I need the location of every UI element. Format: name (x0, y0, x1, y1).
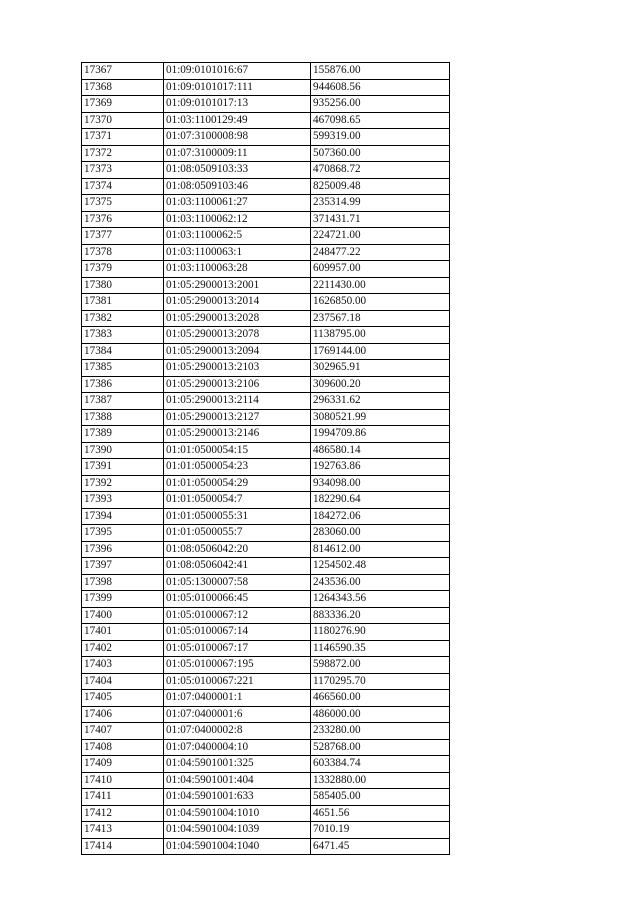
row-number-cell: 17384 (82, 343, 164, 360)
cadastral-number-cell: 01:04:5901004:1039 (164, 822, 311, 839)
row-number-cell: 17372 (82, 145, 164, 162)
table-row (82, 756, 450, 773)
cadastral-number-cell: 01:01:0500054:29 (164, 475, 311, 492)
table-row (82, 244, 450, 261)
value-cell: 467098.65 (311, 112, 450, 129)
row-number-cell: 17410 (82, 772, 164, 789)
cadastral-number-cell: 01:01:0500054:15 (164, 442, 311, 459)
cadastral-number-cell: 01:07:0400004:10 (164, 739, 311, 756)
cadastral-number-cell: 01:07:0400001:1 (164, 690, 311, 707)
row-number-cell: 17368 (82, 79, 164, 96)
cadastral-number-cell: 01:05:0100067:17 (164, 640, 311, 657)
row-number-cell: 17374 (82, 178, 164, 195)
cadastral-number-cell: 01:04:5901001:404 (164, 772, 311, 789)
cadastral-number-cell: 01:08:0509103:33 (164, 162, 311, 179)
row-number-cell: 17413 (82, 822, 164, 839)
value-cell: 486580.14 (311, 442, 450, 459)
table-row (82, 723, 450, 740)
row-number-cell: 17404 (82, 673, 164, 690)
value-cell: 192763.86 (311, 459, 450, 476)
cadastral-number-cell: 01:09:0101017:111 (164, 79, 311, 96)
value-cell: 184272.06 (311, 508, 450, 525)
table-row (82, 426, 450, 443)
row-number-cell: 17377 (82, 228, 164, 245)
value-cell: 944608.56 (311, 79, 450, 96)
table-row (82, 574, 450, 591)
cadastral-number-cell: 01:03:1100062:5 (164, 228, 311, 245)
row-number-cell: 17405 (82, 690, 164, 707)
table-row (82, 822, 450, 839)
table-row (82, 690, 450, 707)
cadastral-number-cell: 01:08:0506042:41 (164, 558, 311, 575)
value-cell: 1146590.35 (311, 640, 450, 657)
table-row (82, 195, 450, 212)
table-row (82, 640, 450, 657)
table-row (82, 492, 450, 509)
cadastral-number-cell: 01:05:0100067:195 (164, 657, 311, 674)
table-row (82, 673, 450, 690)
table-row (82, 459, 450, 476)
table-row (82, 772, 450, 789)
value-cell: 825009.48 (311, 178, 450, 195)
cadastral-number-cell: 01:08:0506042:20 (164, 541, 311, 558)
table-row (82, 657, 450, 674)
row-number-cell: 17409 (82, 756, 164, 773)
cadastral-number-cell: 01:05:2900013:2094 (164, 343, 311, 360)
value-cell: 603384.74 (311, 756, 450, 773)
row-number-cell: 17398 (82, 574, 164, 591)
table-row (82, 129, 450, 146)
row-number-cell: 17403 (82, 657, 164, 674)
cadastral-number-cell: 01:01:0500054:7 (164, 492, 311, 509)
value-cell: 585405.00 (311, 789, 450, 806)
value-cell: 6471.45 (311, 838, 450, 855)
row-number-cell: 17414 (82, 838, 164, 855)
table-row (82, 739, 450, 756)
table-row (82, 442, 450, 459)
value-cell: 283060.00 (311, 525, 450, 542)
value-cell: 466560.00 (311, 690, 450, 707)
value-cell: 1332880.00 (311, 772, 450, 789)
cadastral-number-cell: 01:05:2900013:2001 (164, 277, 311, 294)
cadastral-number-cell: 01:05:0100067:14 (164, 624, 311, 641)
value-cell: 883336.20 (311, 607, 450, 624)
value-cell: 507360.00 (311, 145, 450, 162)
cadastral-number-cell: 01:01:0500055:7 (164, 525, 311, 542)
cadastral-number-cell: 01:03:1100062:12 (164, 211, 311, 228)
table-row (82, 393, 450, 410)
value-cell: 182290.64 (311, 492, 450, 509)
value-cell: 1264343.56 (311, 591, 450, 608)
row-number-cell: 17379 (82, 261, 164, 278)
row-number-cell: 17390 (82, 442, 164, 459)
cadastral-number-cell: 01:07:3100009:11 (164, 145, 311, 162)
row-number-cell: 17385 (82, 360, 164, 377)
row-number-cell: 17388 (82, 409, 164, 426)
row-number-cell: 17396 (82, 541, 164, 558)
value-cell: 224721.00 (311, 228, 450, 245)
cadastral-number-cell: 01:05:2900013:2103 (164, 360, 311, 377)
table-row (82, 261, 450, 278)
cadastral-number-cell: 01:03:1100061:27 (164, 195, 311, 212)
row-number-cell: 17382 (82, 310, 164, 327)
row-number-cell: 17408 (82, 739, 164, 756)
cadastral-number-cell: 01:09:0101016:67 (164, 63, 311, 80)
table-row (82, 607, 450, 624)
value-cell: 1254502.48 (311, 558, 450, 575)
cadastral-number-cell: 01:05:2900013:2078 (164, 327, 311, 344)
row-number-cell: 17383 (82, 327, 164, 344)
row-number-cell: 17393 (82, 492, 164, 509)
cadastral-number-cell: 01:08:0509103:46 (164, 178, 311, 195)
table-row (82, 178, 450, 195)
table-row (82, 79, 450, 96)
value-cell: 470868.72 (311, 162, 450, 179)
row-number-cell: 17386 (82, 376, 164, 393)
row-number-cell: 17394 (82, 508, 164, 525)
value-cell: 528768.00 (311, 739, 450, 756)
cadastral-number-cell: 01:05:1300007:58 (164, 574, 311, 591)
cadastral-number-cell: 01:01:0500055:31 (164, 508, 311, 525)
cadastral-number-cell: 01:05:2900013:2106 (164, 376, 311, 393)
row-number-cell: 17397 (82, 558, 164, 575)
cadastral-number-cell: 01:05:0100067:221 (164, 673, 311, 690)
row-number-cell: 17381 (82, 294, 164, 311)
row-number-cell: 17411 (82, 789, 164, 806)
row-number-cell: 17401 (82, 624, 164, 641)
table-row (82, 475, 450, 492)
table-row (82, 228, 450, 245)
cadastral-number-cell: 01:07:3100008:98 (164, 129, 311, 146)
value-cell: 233280.00 (311, 723, 450, 740)
table-row (82, 360, 450, 377)
row-number-cell: 17371 (82, 129, 164, 146)
value-cell: 2211430.00 (311, 277, 450, 294)
table-row (82, 624, 450, 641)
table-row (82, 805, 450, 822)
row-number-cell: 17391 (82, 459, 164, 476)
value-cell: 155876.00 (311, 63, 450, 80)
table-row (82, 789, 450, 806)
value-cell: 7010.19 (311, 822, 450, 839)
value-cell: 609957.00 (311, 261, 450, 278)
value-cell: 934098.00 (311, 475, 450, 492)
value-cell: 599319.00 (311, 129, 450, 146)
row-number-cell: 17389 (82, 426, 164, 443)
table-row (82, 145, 450, 162)
row-number-cell: 17402 (82, 640, 164, 657)
table-row (82, 211, 450, 228)
table-row (82, 508, 450, 525)
row-number-cell: 17412 (82, 805, 164, 822)
cadastral-number-cell: 01:05:2900013:2127 (164, 409, 311, 426)
cadastral-number-cell: 01:05:2900013:2146 (164, 426, 311, 443)
table-row (82, 838, 450, 855)
value-cell: 598872.00 (311, 657, 450, 674)
row-number-cell: 17407 (82, 723, 164, 740)
row-number-cell: 17399 (82, 591, 164, 608)
value-cell: 296331.62 (311, 393, 450, 410)
table-row (82, 310, 450, 327)
value-cell: 243536.00 (311, 574, 450, 591)
table-row (82, 409, 450, 426)
table-row (82, 558, 450, 575)
row-number-cell: 17375 (82, 195, 164, 212)
row-number-cell: 17380 (82, 277, 164, 294)
cadastral-number-cell: 01:09:0101017:13 (164, 96, 311, 113)
row-number-cell: 17369 (82, 96, 164, 113)
row-number-cell: 17378 (82, 244, 164, 261)
value-cell: 4651.56 (311, 805, 450, 822)
cadastral-number-cell: 01:03:1100063:1 (164, 244, 311, 261)
table-row (82, 294, 450, 311)
row-number-cell: 17406 (82, 706, 164, 723)
cadastral-number-cell: 01:07:0400002:8 (164, 723, 311, 740)
cadastral-number-cell: 01:04:5901001:633 (164, 789, 311, 806)
cadastral-number-cell: 01:05:0100066:45 (164, 591, 311, 608)
row-number-cell: 17376 (82, 211, 164, 228)
table-row (82, 343, 450, 360)
table-row (82, 376, 450, 393)
table-row (82, 591, 450, 608)
value-cell: 814612.00 (311, 541, 450, 558)
table-row (82, 63, 450, 80)
table-row (82, 541, 450, 558)
row-number-cell: 17387 (82, 393, 164, 410)
value-cell: 309600.20 (311, 376, 450, 393)
row-number-cell: 17395 (82, 525, 164, 542)
table-row (82, 96, 450, 113)
cadastral-number-cell: 01:03:1100129:49 (164, 112, 311, 129)
table-row (82, 112, 450, 129)
value-cell: 1769144.00 (311, 343, 450, 360)
cadastral-number-cell: 01:03:1100063:28 (164, 261, 311, 278)
value-cell: 1170295.70 (311, 673, 450, 690)
cadastral-number-cell: 01:04:5901004:1040 (164, 838, 311, 855)
cadastral-number-cell: 01:04:5901001:325 (164, 756, 311, 773)
cadastral-value-table (81, 62, 450, 855)
value-cell: 237567.18 (311, 310, 450, 327)
table-row (82, 525, 450, 542)
value-cell: 935256.00 (311, 96, 450, 113)
value-cell: 1180276.90 (311, 624, 450, 641)
row-number-cell: 17400 (82, 607, 164, 624)
cadastral-number-cell: 01:07:0400001:6 (164, 706, 311, 723)
value-cell: 3080521.99 (311, 409, 450, 426)
cadastral-number-cell: 01:05:2900013:2014 (164, 294, 311, 311)
table-row (82, 277, 450, 294)
value-cell: 486000.00 (311, 706, 450, 723)
table-row (82, 162, 450, 179)
value-cell: 302965.91 (311, 360, 450, 377)
value-cell: 235314.99 (311, 195, 450, 212)
value-cell: 371431.71 (311, 211, 450, 228)
table-row (82, 327, 450, 344)
cadastral-number-cell: 01:05:0100067:12 (164, 607, 311, 624)
cadastral-number-cell: 01:05:2900013:2114 (164, 393, 311, 410)
cadastral-number-cell: 01:04:5901004:1010 (164, 805, 311, 822)
table-body (82, 63, 450, 855)
row-number-cell: 17367 (82, 63, 164, 80)
value-cell: 1994709.86 (311, 426, 450, 443)
value-cell: 1626850.00 (311, 294, 450, 311)
row-number-cell: 17392 (82, 475, 164, 492)
table-row (82, 706, 450, 723)
value-cell: 248477.22 (311, 244, 450, 261)
row-number-cell: 17373 (82, 162, 164, 179)
cadastral-number-cell: 01:05:2900013:2028 (164, 310, 311, 327)
value-cell: 1138795.00 (311, 327, 450, 344)
cadastral-number-cell: 01:01:0500054:23 (164, 459, 311, 476)
row-number-cell: 17370 (82, 112, 164, 129)
